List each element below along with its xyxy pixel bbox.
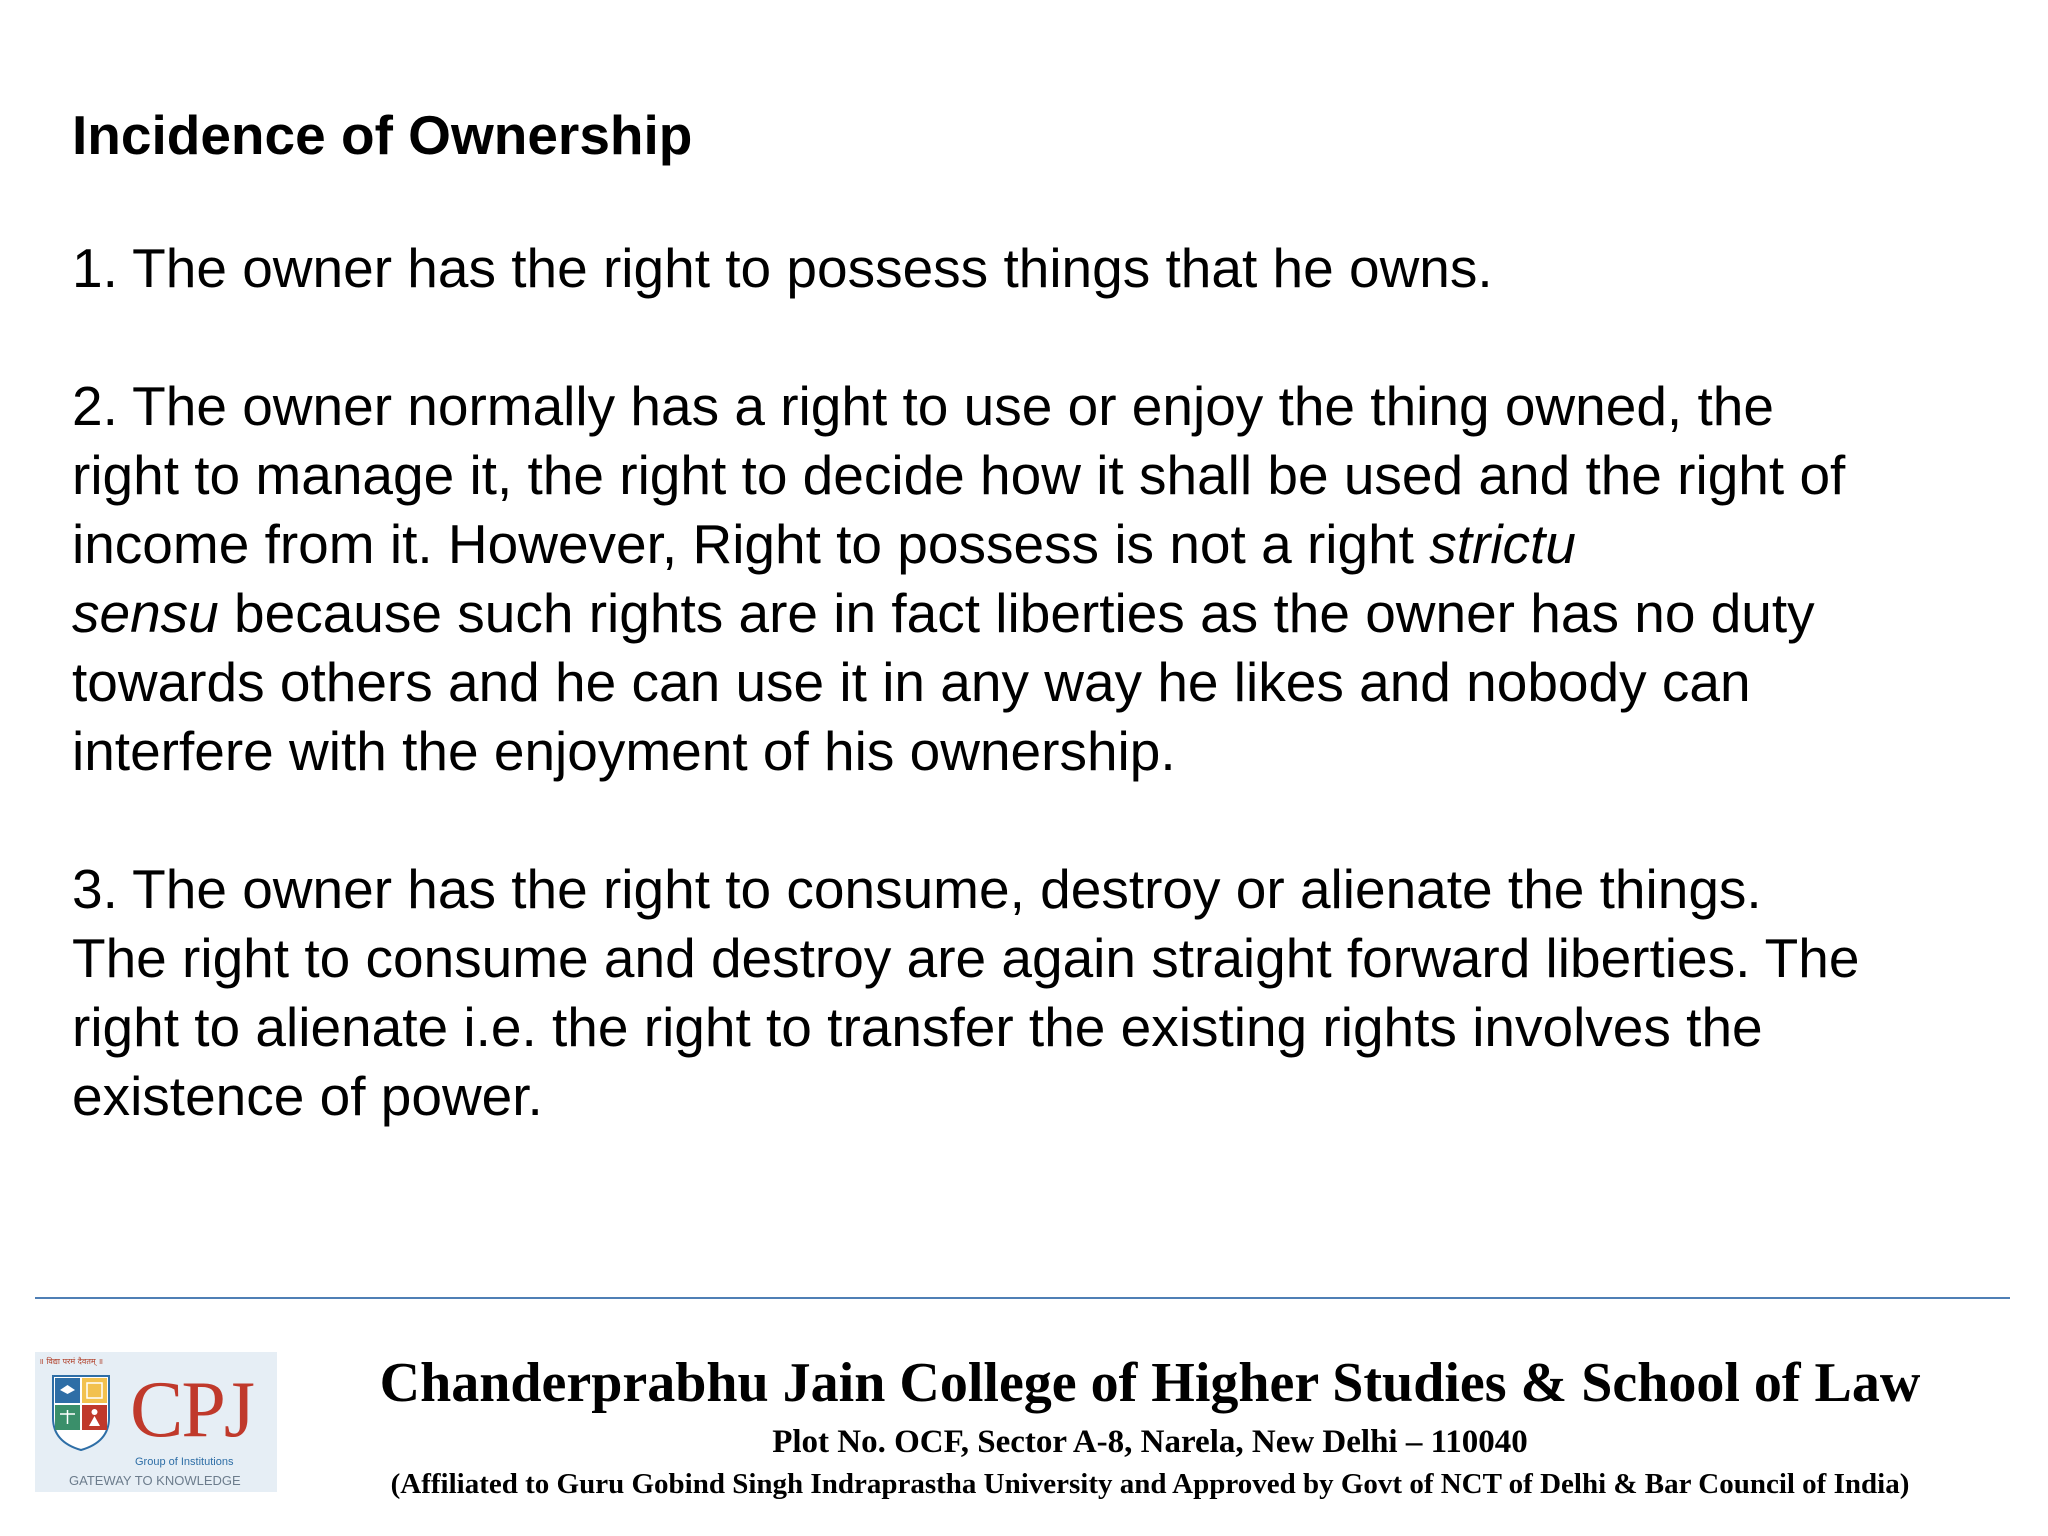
shield-crest-icon (51, 1374, 111, 1452)
college-logo (35, 1352, 277, 1492)
footer-divider (35, 1297, 2010, 1299)
point-3-line: The right to consume and destroy are again straight forward liberties. The (72, 927, 1860, 989)
college-address: Plot No. OCF, Sector A-8, Narela, New Delhi – 110040 (772, 1424, 1528, 1460)
point-3 (72, 855, 1972, 1131)
slide-title: Incidence of Ownership (72, 104, 693, 166)
point-2-text: income from it. However, Right to possess is not a right (72, 513, 1430, 575)
point-2-text: because such rights are in fact liberties as the owner has no duty (218, 582, 1815, 644)
point-2-line: right to manage it, the right to decide how it shall be used and the right of (72, 444, 1846, 506)
latin-term: strictu (1429, 513, 1576, 575)
point-2-line (72, 510, 1972, 579)
point-3-line: existence of power. (72, 1065, 543, 1127)
college-name: Chanderprabhu Jain College of Higher Studies & School of Law (379, 1352, 1921, 1414)
college-affiliation: (Affiliated to Guru Gobind Singh Indraprastha University and Approved by Govt of NCT of Delhi & Bar Council of India) (390, 1468, 1910, 1500)
latin-term: sensu (72, 582, 219, 644)
logo-tagline: GATEWAY TO KNOWLEDGE (69, 1473, 241, 1488)
point-3-line: 3. The owner has the right to consume, destroy or alienate the things. (72, 858, 1762, 920)
point-2-line (72, 579, 1972, 648)
logo-group-label: Group of Institutions (135, 1456, 234, 1468)
slide-content (72, 95, 1972, 1131)
footer-info (300, 1345, 2000, 1505)
point-1: 1. The owner has the right to possess things that he owns. (72, 237, 1493, 299)
point-2 (72, 372, 1972, 786)
point-2-line: interfere with the enjoyment of his ownership. (72, 720, 1176, 782)
point-2-line: 2. The owner normally has a right to use or enjoy the thing owned, the (72, 375, 1774, 437)
point-3-line: right to alienate i.e. the right to transfer the existing rights involves the (72, 996, 1763, 1058)
point-2-line: towards others and he can use it in any way he likes and nobody can (72, 651, 1751, 713)
logo-motto: ॥ विद्या परमं दैवतम् ॥ (39, 1357, 104, 1366)
logo-brand: CPJ (130, 1366, 253, 1454)
